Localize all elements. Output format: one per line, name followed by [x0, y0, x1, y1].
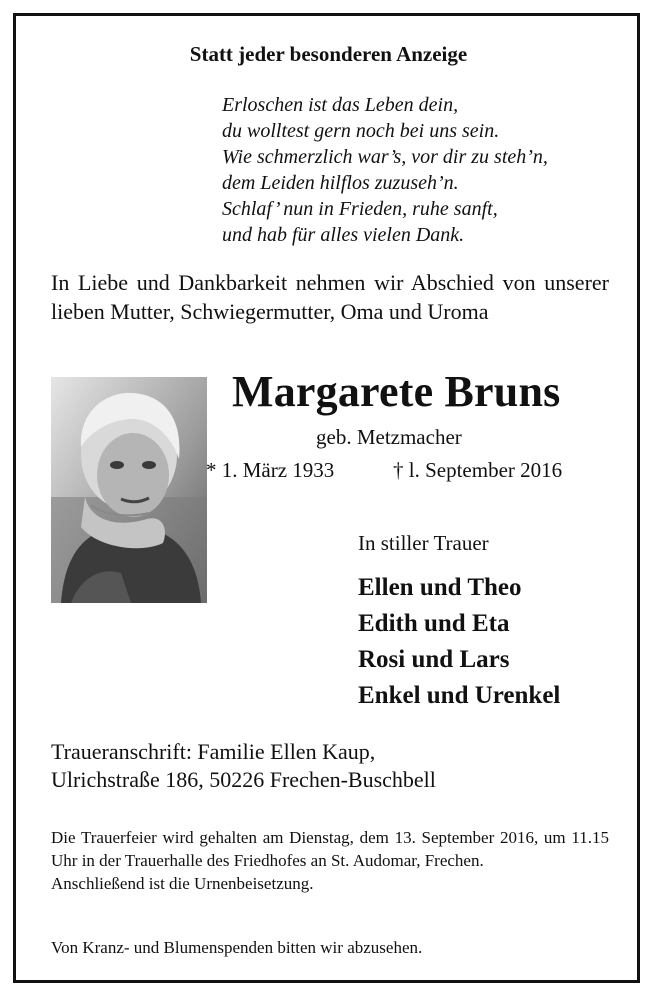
birth-date: * 1. März 1933 — [206, 458, 335, 482]
poem-line: dem Leiden hilflos zuzuseh’n. — [222, 172, 459, 194]
address-line: Traueranschrift: Familie Ellen Kaup, — [51, 739, 376, 764]
urn-burial-note: Anschließend ist die Urnenbeisetzung. — [51, 874, 314, 893]
poem — [222, 92, 548, 248]
portrait-photo — [51, 377, 207, 603]
poem-line: und hab für alles vielen Dank. — [222, 224, 465, 246]
mourning-address — [51, 738, 436, 794]
funeral-service-info — [51, 826, 609, 895]
poem-line: Wie schmerzlich war’s, vor dir zu steh’n, — [222, 146, 548, 168]
flowers-note: Von Kranz- und Blumenspenden bitten wir abzusehen. — [51, 938, 423, 957]
notice-heading: Statt jeder besonderen Anzeige — [189, 42, 468, 66]
family-member: Ellen und Theo — [358, 574, 522, 601]
mourning-label: In stiller Trauer — [358, 531, 489, 555]
deceased-name: Margarete Bruns — [232, 367, 561, 416]
family-list — [358, 570, 560, 714]
death-date: † l. September 2016 — [393, 458, 563, 482]
family-member: Rosi und Lars — [358, 646, 510, 673]
maiden-name: geb. Metzmacher — [316, 425, 462, 449]
intro-text: In Liebe und Dankbarkeit nehmen wir Abschied von unserer lieben Mutter, Schwiegermutter, Oma und Uroma — [51, 270, 609, 324]
family-member: Enkel und Urenkel — [358, 682, 561, 709]
poem-line: Schlaf’ nun in Frieden, ruhe sanft, — [222, 198, 498, 220]
service-paragraph: Die Trauerfeier wird gehalten am Dienstag, dem 13. September 2016, um 11.15 Uhr in der Trauerhalle des Friedhofes an St. Audomar, Frechen. — [51, 828, 609, 870]
portrait-image — [51, 377, 207, 603]
family-member: Edith und Eta — [358, 610, 510, 637]
poem-line: du wolltest gern noch bei uns sein. — [222, 120, 500, 142]
poem-line: Erloschen ist das Leben dein, — [222, 94, 459, 116]
address-line: Ulrichstraße 186, 50226 Frechen-Buschbell — [51, 767, 436, 792]
